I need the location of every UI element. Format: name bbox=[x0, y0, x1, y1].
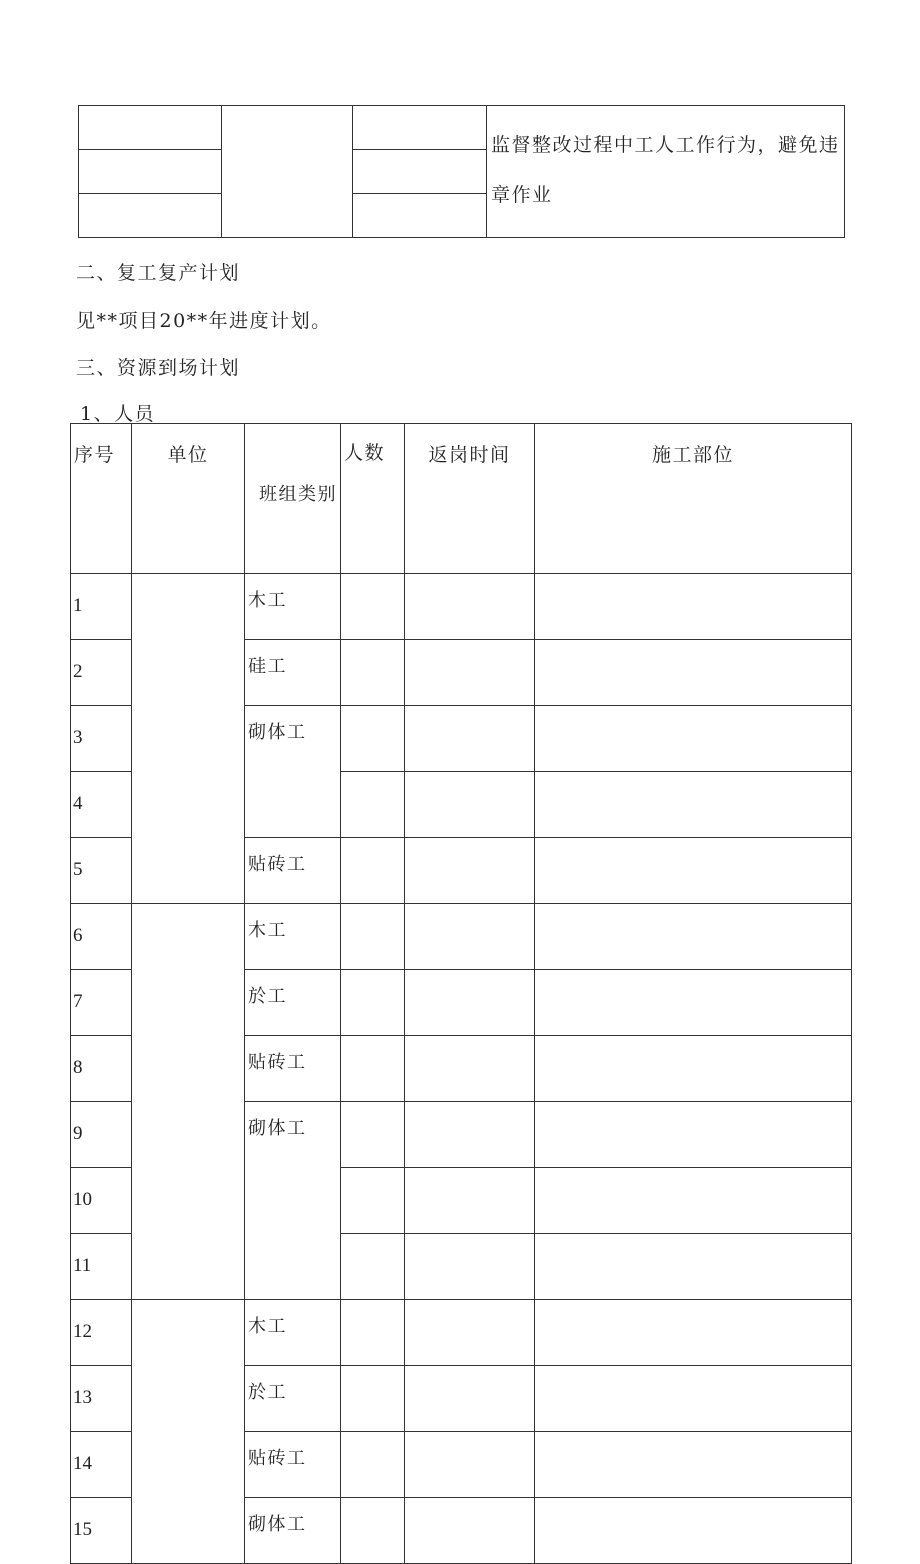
group-type: 硅工 bbox=[245, 640, 341, 706]
time-cell bbox=[405, 904, 535, 970]
count-cell bbox=[341, 1036, 405, 1102]
location-cell bbox=[535, 1498, 852, 1564]
group-type: 贴砖工 bbox=[245, 1036, 341, 1102]
row-number: 10 bbox=[71, 1168, 132, 1234]
location-cell bbox=[535, 640, 852, 706]
location-cell bbox=[535, 1102, 852, 1168]
group-type: 贴砖工 bbox=[245, 1432, 341, 1498]
header-unit: 单位 bbox=[132, 424, 245, 574]
top-cell bbox=[79, 150, 222, 194]
count-cell bbox=[341, 838, 405, 904]
count-cell bbox=[341, 904, 405, 970]
count-cell bbox=[341, 772, 405, 838]
count-cell bbox=[341, 574, 405, 640]
time-cell bbox=[405, 1498, 535, 1564]
time-cell bbox=[405, 574, 535, 640]
table-row bbox=[71, 904, 852, 970]
header-location: 施工部位 bbox=[535, 424, 852, 574]
time-cell bbox=[405, 1432, 535, 1498]
top-table bbox=[78, 105, 845, 238]
location-cell bbox=[535, 574, 852, 640]
row-number: 2 bbox=[71, 640, 132, 706]
group-type: 砌体工 bbox=[245, 1102, 341, 1300]
top-cell bbox=[79, 106, 222, 150]
location-cell bbox=[535, 1432, 852, 1498]
header-row bbox=[71, 424, 852, 574]
section-2-body: 见**项目20**年进度计划。 bbox=[76, 310, 332, 332]
row-number: 4 bbox=[71, 772, 132, 838]
time-cell bbox=[405, 970, 535, 1036]
row-number: 5 bbox=[71, 838, 132, 904]
unit-cell bbox=[132, 1300, 245, 1564]
time-cell bbox=[405, 1102, 535, 1168]
location-cell bbox=[535, 904, 852, 970]
staff-table bbox=[70, 423, 852, 1564]
count-cell bbox=[341, 1498, 405, 1564]
time-cell bbox=[405, 772, 535, 838]
top-cell bbox=[353, 106, 487, 150]
count-cell bbox=[341, 1168, 405, 1234]
location-cell bbox=[535, 772, 852, 838]
row-number: 7 bbox=[71, 970, 132, 1036]
count-cell bbox=[341, 1300, 405, 1366]
group-type: 木工 bbox=[245, 574, 341, 640]
row-number: 6 bbox=[71, 904, 132, 970]
unit-cell bbox=[132, 904, 245, 1300]
time-cell bbox=[405, 1234, 535, 1300]
location-cell bbox=[535, 1366, 852, 1432]
top-cell bbox=[353, 194, 487, 238]
header-group: 班组类别 bbox=[245, 424, 341, 574]
group-type: 於工 bbox=[245, 1366, 341, 1432]
count-cell bbox=[341, 1102, 405, 1168]
top-cell bbox=[222, 106, 353, 238]
count-cell bbox=[341, 706, 405, 772]
unit-cell bbox=[132, 574, 245, 904]
section-3-title: 三、资源到场计划 bbox=[76, 357, 241, 379]
count-cell bbox=[341, 970, 405, 1036]
group-type: 木工 bbox=[245, 904, 341, 970]
top-cell bbox=[353, 150, 487, 194]
location-cell bbox=[535, 1234, 852, 1300]
time-cell bbox=[405, 640, 535, 706]
row-number: 12 bbox=[71, 1300, 132, 1366]
count-cell bbox=[341, 1366, 405, 1432]
row-number: 3 bbox=[71, 706, 132, 772]
location-cell bbox=[535, 1168, 852, 1234]
location-cell bbox=[535, 1036, 852, 1102]
row-number: 11 bbox=[71, 1234, 132, 1300]
supervision-note: 监督整改过程中工人工作行为，避免违章作业 bbox=[487, 106, 845, 238]
count-cell bbox=[341, 640, 405, 706]
header-seq: 序号 bbox=[71, 424, 132, 574]
time-cell bbox=[405, 1168, 535, 1234]
header-return-time: 返岗时间 bbox=[405, 424, 535, 574]
section-2-title: 二、复工复产计划 bbox=[76, 262, 241, 284]
time-cell bbox=[405, 1366, 535, 1432]
group-type: 木工 bbox=[245, 1300, 341, 1366]
table-row bbox=[71, 574, 852, 640]
section-3-subtitle: 1、人员 bbox=[80, 403, 156, 425]
row-number: 9 bbox=[71, 1102, 132, 1168]
group-type: 砌体工 bbox=[245, 1498, 341, 1564]
header-count: 人数 bbox=[341, 424, 405, 574]
row-number: 8 bbox=[71, 1036, 132, 1102]
row-number: 13 bbox=[71, 1366, 132, 1432]
time-cell bbox=[405, 1300, 535, 1366]
location-cell bbox=[535, 970, 852, 1036]
count-cell bbox=[341, 1234, 405, 1300]
time-cell bbox=[405, 706, 535, 772]
time-cell bbox=[405, 838, 535, 904]
row-number: 15 bbox=[71, 1498, 132, 1564]
time-cell bbox=[405, 1036, 535, 1102]
row-number: 1 bbox=[71, 574, 132, 640]
top-cell bbox=[79, 194, 222, 238]
location-cell bbox=[535, 706, 852, 772]
count-cell bbox=[341, 1432, 405, 1498]
group-type: 贴砖工 bbox=[245, 838, 341, 904]
group-type: 砌体工 bbox=[245, 706, 341, 838]
table-row bbox=[71, 1300, 852, 1366]
location-cell bbox=[535, 838, 852, 904]
group-type: 於工 bbox=[245, 970, 341, 1036]
row-number: 14 bbox=[71, 1432, 132, 1498]
location-cell bbox=[535, 1300, 852, 1366]
